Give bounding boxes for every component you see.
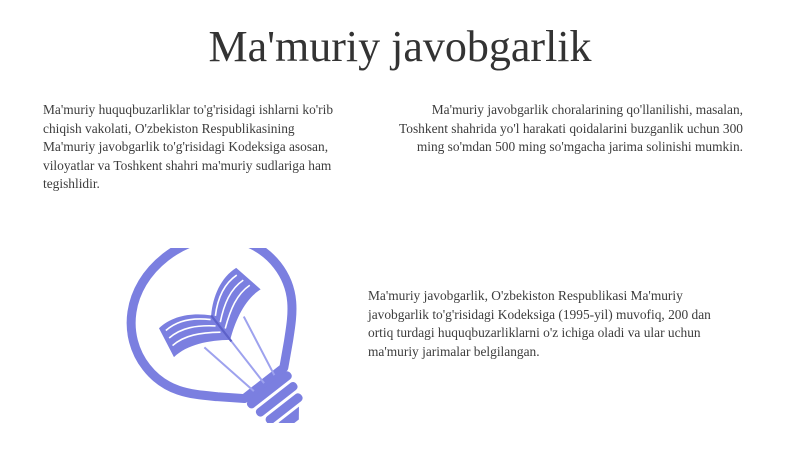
paragraph-left: Ma'muriy huquqbuzarliklar to'g'risidagi ishlarni ko'rib chiqish vakolati, O'zbekiston Respublikasining Ma'muriy javobgarlik to'g'risidagi Kodeksiga asosan, viloyatlar va Toshkent shahri ma'muriy sudlariga ham tegishlidir.	[43, 102, 334, 192]
slide-title: Ma'muriy javobgarlik	[208, 22, 592, 71]
paragraph-right: Ma'muriy javobgarlik choralarining qo'llanilishi, masalan, Toshkent shahrida yo'l harakati qoidalarini buzganlik uchun 300 ming so'mdan 500 ming so'mgacha jarima solinishi mumkin.	[399, 102, 743, 155]
lightbulb-with-book-icon	[96, 248, 311, 423]
paragraph-bottom: Ma'muriy javobgarlik, O'zbekiston Respublikasi Ma'muriy javobgarlik to'g'risidagi Kodeksiga (1995-yil) muvofiq, 200 dan ortiq turdagi huquqbuzarliklarni o'z ichiga oladi va ular uchun ma'muriy jarimalar belgilangan.	[368, 288, 711, 359]
